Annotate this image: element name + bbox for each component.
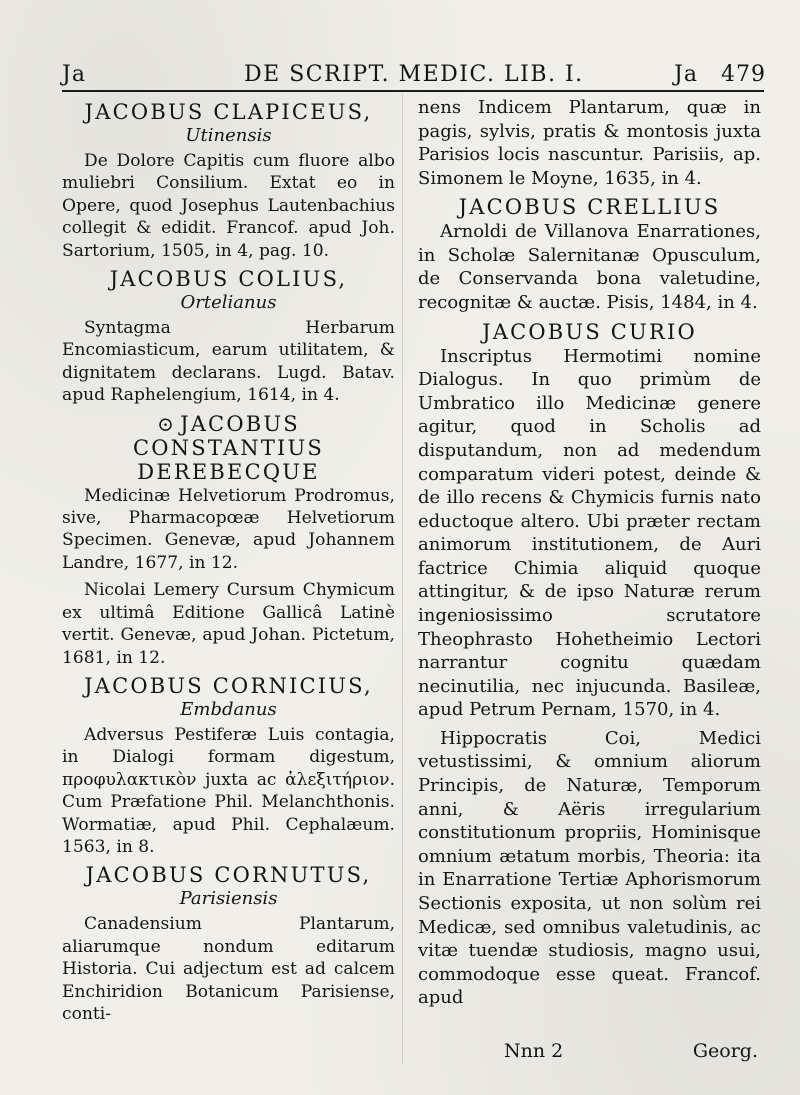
header-guide-word-left: Ja: [62, 62, 86, 87]
work-description: De Dolore Capitis cum fluore albo muliebri Consilium. Extat eo in Opere, quod Josephus Lautenbachius collegit & edidit. Francof. apud Joh. Sartorium, 1505, in 4, pag. 10.: [62, 151, 395, 261]
author-heading: JACOBUS CLAPICEUS,: [84, 100, 373, 124]
entry-cornicius: [62, 674, 395, 858]
entry-colius: [62, 267, 395, 407]
running-header: [62, 60, 766, 90]
column-divider: [402, 94, 403, 1064]
work-description: Canadensium Plantarum, aliarumque nondum editarum Historia. Cui adjectum est ad calcem Enchiridion Botanicum Parisiense, conti-: [62, 914, 395, 1024]
catchword: Georg.: [692, 1040, 758, 1062]
entry-clapiceus: [62, 100, 395, 262]
header-title: DE SCRIPT. MEDIC. LIB. I.: [244, 62, 584, 87]
circle-dot-icon: ⊙: [157, 411, 177, 436]
signature-mark: Nnn 2: [504, 1040, 564, 1062]
author-heading: JACOBUS CORNICIUS,: [84, 673, 373, 698]
right-column: [418, 96, 761, 1015]
work-description: Nicolai Lemery Cursum Chymicum ex ultimâ Editione Gallicâ Latinè vertit. Genevæ, apud Johan. Pictetum, 1681, in 12.: [62, 580, 395, 668]
author-heading: JACOBUS CORNUTUS,: [85, 863, 372, 888]
entry-cornutus: [62, 863, 395, 1025]
entry-curio: [418, 320, 761, 1010]
header-rule: [62, 90, 764, 92]
work-description: Adversus Pestiferæ Luis contagia, in Dialogi formam digestum, προφυλακτικὸν juxta ac ἀλεξιτήριον. Cum Præfatione Phil. Melanchthonis. Wormatiæ, apud Phil. Cephalæum. 1563, in 8.: [62, 724, 395, 857]
work-description: Medicinæ Helvetiorum Prodromus, sive, Pharmacopœæ Helvetiorum Specimen. Genevæ, apud Johannem Landre, 1677, in 12.: [62, 485, 395, 573]
work-description: Inscriptus Hermotimi nomine Dialogus. In quo primùm de Umbratico illo Medicinæ genere agitur, quod in Scholis ad disputandum, non ad medendum comparatum videri potest, deinde & de illo recens & Chymicis furnis nato eductoque altero. Ubi præter rectam animorum institutionem, de Auri factrice Chimia aliquid quoque attingitur, & de ipso Naturæ rerum ingeniosissimo scrutatore Theophrasto Hohetheimio Lectori narrantur cognitu quædam necinutilia, nec injucunda. Basileæ, apud Petrum Pernam, 1570, in 4.: [418, 345, 761, 721]
author-origin: Utinensis: [185, 125, 272, 146]
entry-crellius: [418, 195, 761, 314]
continued-description: nens Indicem Plantarum, quæ in pagis, sylvis, pratis & montosis juxta Parisios locis nascuntur. Parisiis, ap. Simonem le Moyne, 1635, in 4.: [418, 97, 761, 189]
author-heading: JACOBUS CURIO: [482, 319, 697, 344]
author-heading: JACOBUS COLIUS,: [109, 267, 348, 292]
entry-constantius: [62, 412, 395, 669]
page-number: 479: [721, 62, 766, 87]
work-description: Hippocratis Coi, Medici vetustissimi, & omnium aliorum Principis, de Naturæ, Temporum anni, & Aëris irregularium constitutionum propriis, Hominisque omnium ætatum morbis, Theoria: ita in Enarratione Tertiæ Aphorismorum Sectionis exposita, ut non solùm rei Medicæ, sed omnibus valetudinis, ac vitæ tuendæ studiosis, magno usui, commodoque esse queat. Francof. apud: [418, 727, 761, 1009]
author-heading-text: JACOBUS CONSTANTIUS DEREBECQUE: [132, 411, 325, 484]
author-origin: Parisiensis: [179, 888, 278, 910]
author-origin: Ortelianus: [180, 292, 277, 314]
author-origin: Embdanus: [180, 698, 277, 720]
work-description: Arnoldi de Villanova Enarrationes, in Scholæ Salernitanæ Opusculum, de Conservanda bona valetudine, recognitæ & auctæ. Pisis, 1484, in 4.: [418, 221, 761, 314]
author-heading: [62, 412, 395, 484]
header-guide-word-right: Ja: [674, 62, 698, 87]
author-heading: JACOBUS CRELLIUS: [458, 195, 721, 220]
left-column: [62, 96, 395, 1030]
work-description: Syntagma Herbarum Encomiasticum, earum utilitatem, & dignitatem declarans. Lugd. Batav. apud Raphelengium, 1614, in 4.: [62, 318, 395, 406]
